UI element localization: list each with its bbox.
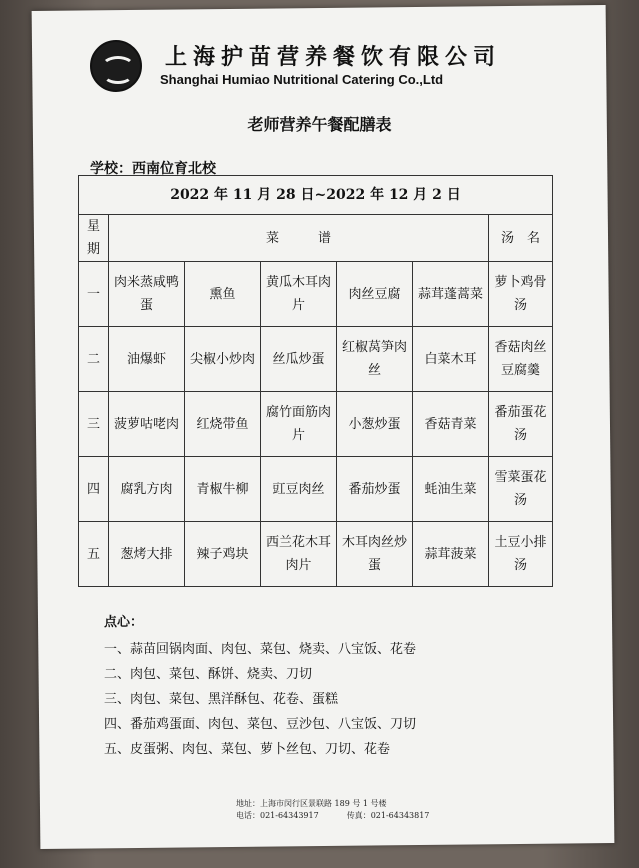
snacks-title: 点心： bbox=[104, 615, 144, 630]
dish-cell: 红椒莴笋肉丝 bbox=[337, 327, 413, 392]
table-row bbox=[79, 522, 553, 587]
footer-fax: 传真：021-64343817 bbox=[346, 811, 430, 820]
table-row bbox=[79, 457, 553, 522]
dish-cell: 辣子鸡块 bbox=[185, 522, 261, 587]
footer-address: 地址：上海市闵行区景联路 189 号 1 号楼 bbox=[236, 799, 387, 808]
footer bbox=[236, 798, 429, 822]
dish-cell: 腐乳方肉 bbox=[109, 457, 185, 522]
table-row bbox=[79, 327, 553, 392]
footer-contact bbox=[236, 810, 429, 822]
list-item: 四、番茄鸡蛋面、肉包、菜包、豆沙包、八宝饭、刀切 bbox=[104, 717, 417, 732]
company-name-cn: 上海护苗营养餐饮有限公司 bbox=[165, 44, 502, 70]
soup-cell: 雪菜蛋花汤 bbox=[489, 457, 553, 522]
table-row bbox=[79, 262, 553, 327]
weekday-cell: 一 bbox=[79, 262, 109, 327]
dish-cell: 黄瓜木耳肉片 bbox=[261, 262, 337, 327]
dish-cell: 西兰花木耳肉片 bbox=[261, 522, 337, 587]
dish-cell: 蒜茸菠菜 bbox=[413, 522, 489, 587]
dish-cell: 丝瓜炒蛋 bbox=[261, 327, 337, 392]
company-logo-icon bbox=[90, 40, 142, 92]
menu-table bbox=[78, 175, 553, 587]
dish-cell: 葱烤大排 bbox=[109, 522, 185, 587]
weekday-cell: 五 bbox=[79, 522, 109, 587]
dish-cell: 豇豆肉丝 bbox=[261, 457, 337, 522]
page-title: 老师营养午餐配膳表 bbox=[247, 115, 392, 134]
soup-cell: 香菇肉丝豆腐羹 bbox=[489, 327, 553, 392]
dish-cell: 香菇青菜 bbox=[413, 392, 489, 457]
snacks-section bbox=[104, 610, 416, 762]
dish-cell: 木耳肉丝炒蛋 bbox=[337, 522, 413, 587]
dish-cell: 肉米蒸咸鸭蛋 bbox=[109, 262, 185, 327]
weekday-cell: 二 bbox=[79, 327, 109, 392]
list-item: 三、肉包、菜包、黑洋酥包、花卷、蛋糕 bbox=[104, 692, 339, 707]
dish-cell: 白菜木耳 bbox=[413, 327, 489, 392]
school-label: 学校：西南位育北校 bbox=[90, 161, 216, 177]
dish-cell: 腐竹面筋肉片 bbox=[261, 392, 337, 457]
dishes-header: 菜 谱 bbox=[109, 215, 489, 262]
weekday-cell: 三 bbox=[79, 392, 109, 457]
dish-cell: 蚝油生菜 bbox=[413, 457, 489, 522]
weekday-header: 星期 bbox=[79, 215, 109, 262]
soup-cell: 土豆小排汤 bbox=[489, 522, 553, 587]
date-range: 2022 年 11 月 28 日~2022 年 12 月 2 日 bbox=[79, 176, 553, 215]
soup-cell: 萝卜鸡骨汤 bbox=[489, 262, 553, 327]
dish-cell: 青椒牛柳 bbox=[185, 457, 261, 522]
footer-phone: 电话：021-64343917 bbox=[236, 811, 319, 820]
list-item: 五、皮蛋粥、肉包、菜包、萝卜丝包、刀切、花卷 bbox=[104, 742, 391, 757]
dish-cell: 菠萝咕咾肉 bbox=[109, 392, 185, 457]
table-row bbox=[79, 392, 553, 457]
dish-cell: 蒜茸蓬蒿菜 bbox=[413, 262, 489, 327]
dish-cell: 红烧带鱼 bbox=[185, 392, 261, 457]
soup-cell: 番茄蛋花汤 bbox=[489, 392, 553, 457]
dish-cell: 尖椒小炒肉 bbox=[185, 327, 261, 392]
list-item: 一、蒜苗回锅肉面、肉包、菜包、烧卖、八宝饭、花卷 bbox=[104, 642, 417, 657]
dish-cell: 熏鱼 bbox=[185, 262, 261, 327]
weekday-cell: 四 bbox=[79, 457, 109, 522]
dish-cell: 番茄炒蛋 bbox=[337, 457, 413, 522]
dish-cell: 肉丝豆腐 bbox=[337, 262, 413, 327]
company-name-en: Shanghai Humiao Nutritional Catering Co.,Ltd bbox=[160, 72, 444, 87]
dish-cell: 小葱炒蛋 bbox=[337, 392, 413, 457]
soup-header: 汤 名 bbox=[489, 215, 553, 262]
list-item: 二、肉包、菜包、酥饼、烧卖、刀切 bbox=[104, 667, 313, 682]
dish-cell: 油爆虾 bbox=[109, 327, 185, 392]
